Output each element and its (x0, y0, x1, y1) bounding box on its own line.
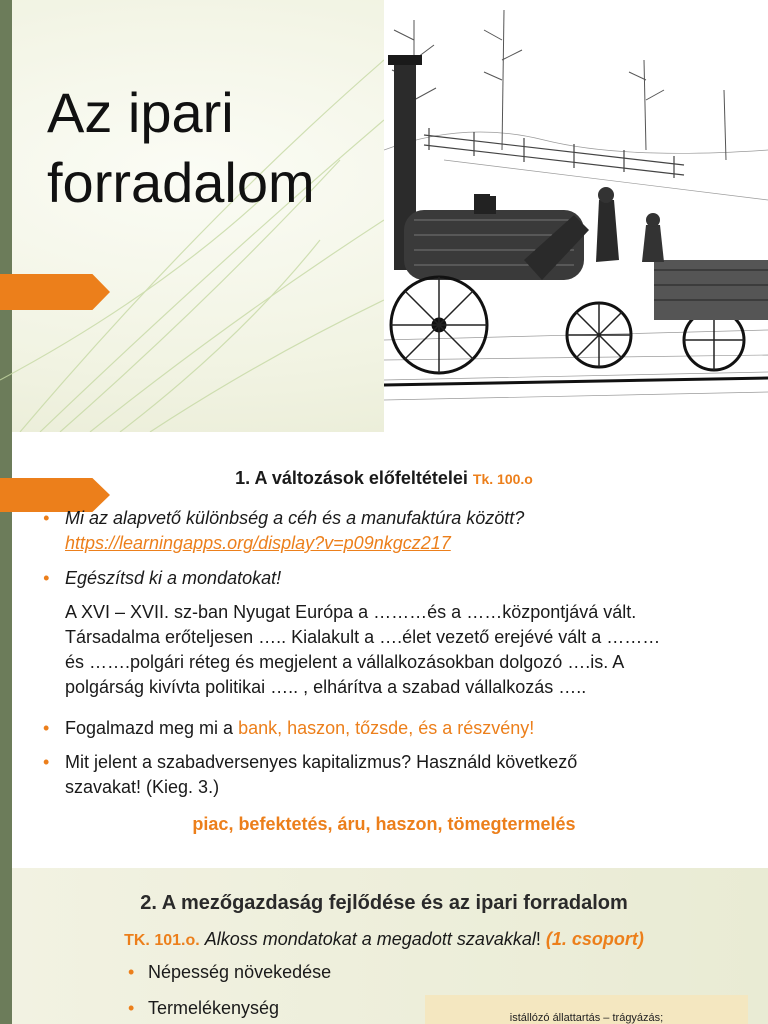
title-line-1: Az ipari (47, 81, 234, 144)
question-text: szavakat! (Kieg. 3.) (65, 777, 220, 797)
task-line (0, 929, 768, 950)
highlighted-terms: bank, haszon, tőzsde, és a részvény! (238, 718, 535, 738)
list-item-text: Népesség növekedése (148, 962, 332, 982)
fill-in-paragraph (65, 600, 745, 700)
slide-preconditions (0, 432, 768, 868)
page-title (47, 78, 367, 218)
bullet-icon: • (43, 718, 50, 738)
list-item (43, 506, 525, 556)
heading-text: 1. A változások előfeltételei (235, 468, 468, 488)
bullet-icon: • (43, 508, 50, 528)
task-punctuation: ! (535, 929, 541, 949)
locomotive-illustration (384, 0, 768, 432)
orange-tab (0, 274, 110, 310)
list-item-text: Termelékenység (148, 998, 280, 1018)
keyword-list: piac, befektetés, áru, haszon, tömegtermelés (192, 814, 576, 834)
section-heading: 2. A mezőgazdaság fejlődése és az ipari forradalom (140, 892, 628, 914)
list-item (128, 962, 332, 983)
section-heading (0, 468, 768, 489)
paragraph-line: és …….polgári réteg és megjelent a vállalkozásokban dolgozó ….is. A (65, 652, 625, 672)
question-text: Mi az alapvető különbség a céh és a manufaktúra között? (65, 508, 525, 528)
slide-title (0, 0, 768, 432)
steam-locomotive-icon (384, 0, 768, 432)
bullet-icon: • (128, 962, 135, 982)
list-item (128, 998, 280, 1019)
list-item (43, 566, 282, 591)
list-item (43, 716, 535, 741)
learningapps-link[interactable]: https://learningapps.org/display?v=p09nkgcz217 (65, 533, 451, 553)
question-text: Fogalmazd meg mi a (65, 718, 239, 738)
group-label: (1. csoport) (545, 929, 644, 949)
textbook-ref: TK. 101.o. (124, 932, 200, 949)
bullet-icon: • (43, 752, 50, 772)
slide-agriculture (0, 868, 768, 1024)
title-line-2: forradalom (47, 151, 315, 214)
bullet-icon: • (128, 998, 135, 1018)
task-text: Alkoss mondatokat a megadott szavakkal (204, 929, 536, 949)
textbook-ref: Tk. 100.o (472, 471, 533, 487)
bullet-icon: • (43, 568, 50, 588)
note-text: istállózó állattartás – trágyázás; (509, 1012, 664, 1024)
note-box (425, 995, 748, 1024)
paragraph-line: polgárság kivívta politikai ….. , elhárítva a szabad vállalkozás ….. (65, 677, 587, 697)
paragraph-line: A XVI – XVII. sz-ban Nyugat Európa a ………és a ……központjává vált. (65, 602, 637, 622)
paragraph-line: Társadalma erőteljesen ….. Kialakult a ….élet vezető erejévé vált a ……… (65, 627, 661, 647)
question-text: Egészítsd ki a mondatokat! (65, 568, 282, 588)
list-item (43, 750, 578, 800)
question-text: Mit jelent a szabadversenyes kapitalizmus? Használd következő (65, 752, 578, 772)
